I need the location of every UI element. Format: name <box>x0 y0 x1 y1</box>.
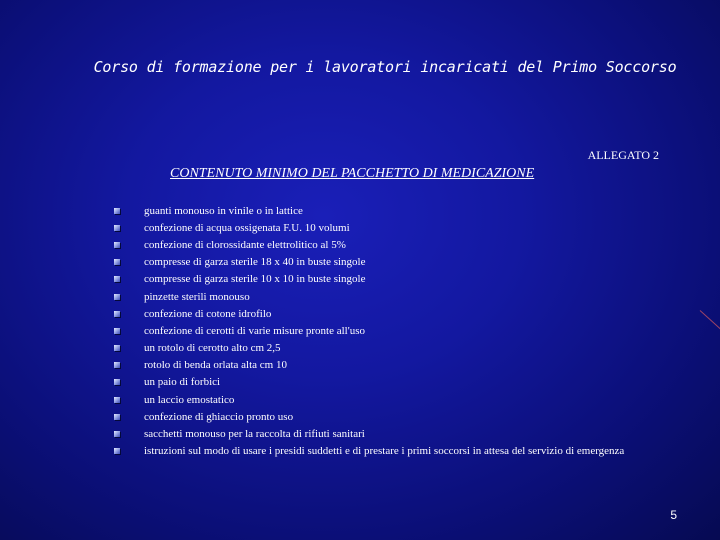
list-item <box>114 219 624 236</box>
section-title: CONTENUTO MINIMO DEL PACCHETTO DI MEDICAZIONE <box>170 166 535 181</box>
list-item <box>114 271 624 288</box>
list-item <box>114 322 624 339</box>
list-item-text: confezione di acqua ossigenata F.U. 10 volumi <box>144 221 350 234</box>
list-item <box>114 254 624 271</box>
bullet-icon <box>114 448 120 454</box>
bullet-icon <box>114 225 120 231</box>
list-item-text: istruzioni sul modo di usare i presidi suddetti e di prestare i primi soccorsi in attesa del servizio di emergenza <box>144 445 625 458</box>
list-item <box>114 305 624 322</box>
bullet-icon <box>114 276 120 282</box>
list-item-text: confezione di ghiaccio pronto uso <box>144 410 294 423</box>
annex-label: ALLEGATO 2 <box>587 148 659 162</box>
bullet-icon <box>114 294 120 300</box>
list-item-text: guanti monouso in vinile o in lattice <box>144 204 303 217</box>
list-item-text: compresse di garza sterile 18 x 40 in buste singole <box>144 256 366 269</box>
decorative-line <box>700 310 720 331</box>
bullet-icon <box>114 345 120 351</box>
list-item <box>114 202 624 219</box>
bullet-icon <box>114 397 120 403</box>
list-item <box>114 391 624 408</box>
list-item <box>114 288 624 305</box>
list-item-text: sacchetti monouso per la raccolta di rifiuti sanitari <box>144 428 365 441</box>
bullet-icon <box>114 379 120 385</box>
first-aid-items-list <box>114 202 624 460</box>
list-item-text: un laccio emostatico <box>144 393 235 406</box>
list-item <box>114 425 624 442</box>
bullet-icon <box>114 242 120 248</box>
bullet-icon <box>114 362 120 368</box>
list-item-text: confezione di cotone idrofilo <box>144 307 272 320</box>
list-item-text: compresse di garza sterile 10 x 10 in buste singole <box>144 273 366 286</box>
bullet-icon <box>114 311 120 317</box>
list-item-text: pinzette sterili monouso <box>144 290 250 303</box>
list-item <box>114 236 624 253</box>
list-item-text: un rotolo di cerotto alto cm 2,5 <box>144 342 281 355</box>
list-item <box>114 374 624 391</box>
list-item <box>114 443 624 460</box>
list-item <box>114 340 624 357</box>
list-item-text: rotolo di benda orlata alta cm 10 <box>144 359 287 372</box>
bullet-icon <box>114 431 120 437</box>
bullet-icon <box>114 328 120 334</box>
list-item <box>114 408 624 425</box>
list-item-text: confezione di clorossidante elettrolitico al 5% <box>144 238 346 251</box>
list-item-text: un paio di forbici <box>144 376 221 389</box>
course-title: Corso di formazione per i lavoratori incaricati del Primo Soccorso <box>93 58 677 76</box>
bullet-icon <box>114 208 120 214</box>
list-item-text: confezione di cerotti di varie misure pronte all'uso <box>144 324 365 337</box>
bullet-icon <box>114 414 120 420</box>
bullet-icon <box>114 259 120 265</box>
list-item <box>114 357 624 374</box>
page-number: 5 <box>670 508 677 522</box>
